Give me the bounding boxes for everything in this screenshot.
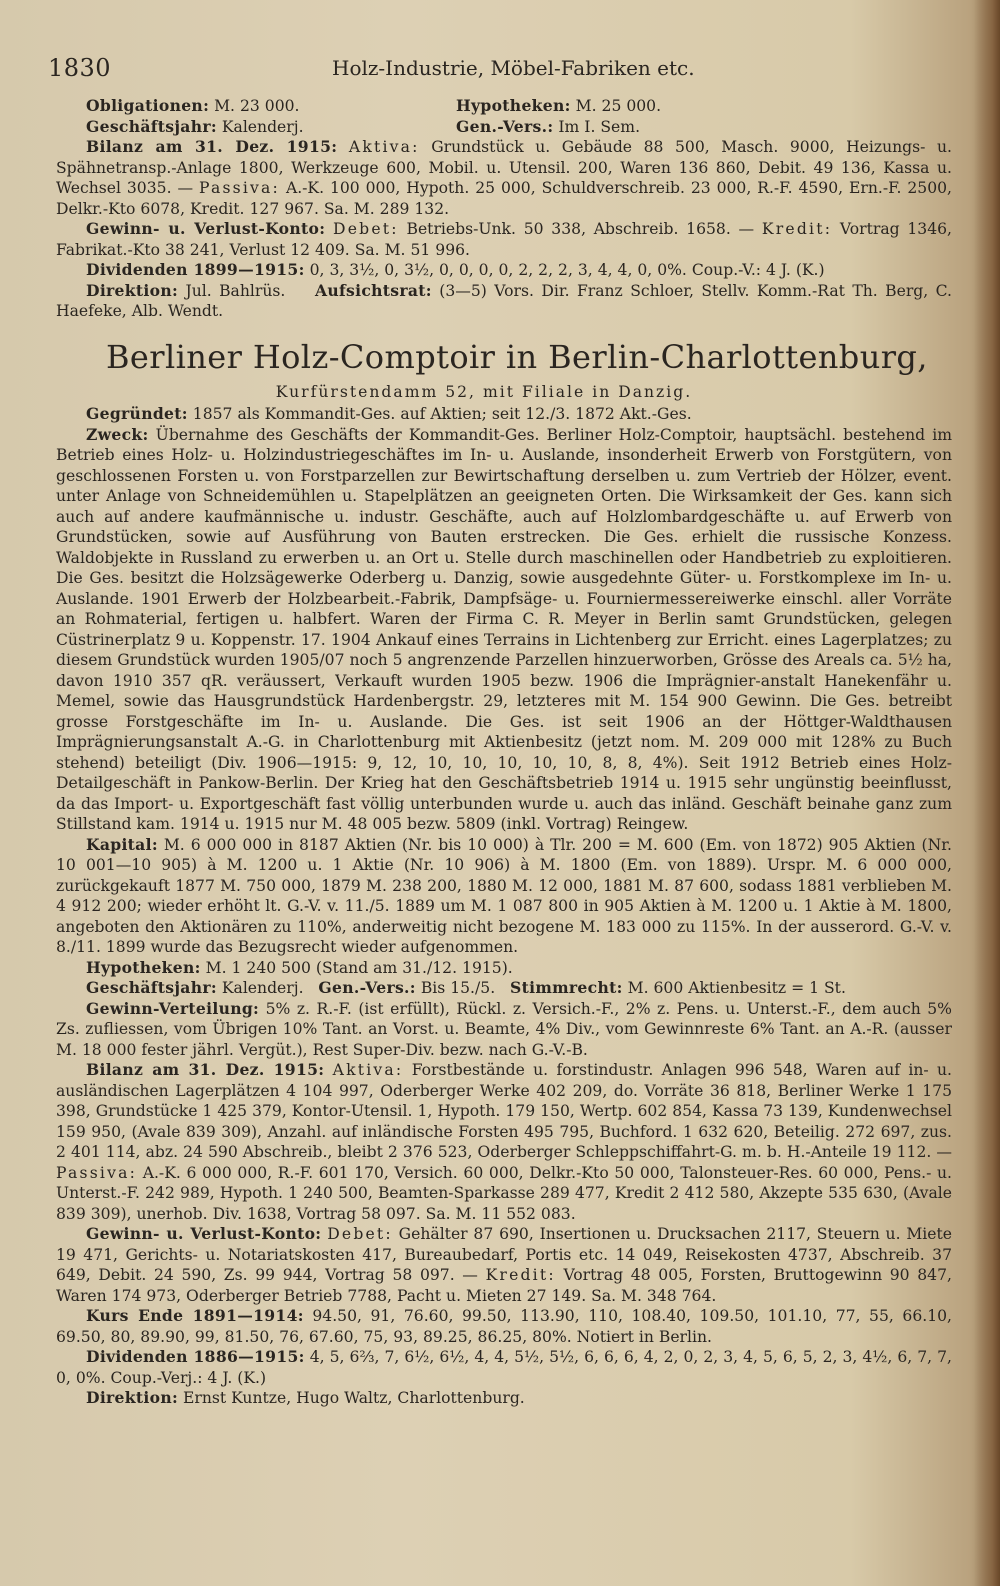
gegruendet-paragraph <box>56 404 952 425</box>
bilanz-passiva-text: A.-K. 6 000 000, R.-F. 601 170, Versich. 60 000, Delkr.-Kto 50 000, Talonsteuer-Res. 60 000, Pens.- u. Unterst.-F. 242 989, Hypoth. 1 240 500, Beamten-Sparkasse 289 477, Kredit 2 412 580, Akzepte 535 630, (Avale 839 309), unerhob. Div. 1638, Vortrag 58 097. Sa. M. 11 552 083. <box>56 1163 952 1223</box>
prev-hypotheken-value: M. 25 000. <box>575 97 662 115</box>
prev-debet-word: Debet: <box>333 220 399 238</box>
company-address: Kurfürstendamm 52, mit Filiale in Danzig. <box>275 382 693 401</box>
debet-word: Debet: <box>327 1225 393 1243</box>
direktion-label: Direktion: <box>86 1388 179 1407</box>
prev-direktion-value: Jul. Bahlrüs. <box>185 281 286 300</box>
geschaeftsjahr-value: Kalenderj. <box>221 979 304 997</box>
page-content <box>56 96 952 1409</box>
genvers-label: Gen.-Vers.: <box>318 978 416 997</box>
prev-bilanz-passiva-text: A.-K. 100 000, Hypoth. 25 000, Schuldverschreib. 23 000, R.-F. 4590, Ern.-F. 2500, Delkr.-Kto 6078, Kredit. 127 967. Sa. M. 289 132. <box>56 179 952 218</box>
dividenden-paragraph <box>56 1347 952 1388</box>
kurs-paragraph <box>56 1306 952 1347</box>
zweck-label: Zweck: <box>86 424 149 444</box>
zweck-text: Übernahme des Geschäfts der Kommandit-Ges. Berliner Holz-Comptoir, hauptsächl. bestehend im Betrieb eines Holz- u. Holzindustriegeschäftes im In- u. Auslande, insonderheit Erwerb von Forstgütern, von geschlossenen Forsten u. von Forstparzellen zur Bewirtschaftung derselben u. zum Vertrieb der Hölzer, event. unter Anlage von Schneidemühlen u. Stapelplätzen an geeigneten Orten. Die Wirksamkeit der Ges. kann sich auch auf andere kaufmännische u. industr. Geschäfte, auch auf Holzlombardgeschäfte u. auf Erwerb von Grundstücken, sowie auf Ausführung von Bauten erstrecken. Die Ges. erhielt die russische Konzess. Waldobjekte in Russland zu erwerben u. an Ort u. Stelle durch maschinellen oder Handbetrieb zu exploitieren. Die Ges. besitzt die Holzsägewerke Oderberg u. Danzig, sowie ausgedehnte Güter- u. Forstkomplexe im In- u. Auslande. 1901 Erwerb der Holzbearbeit.-Fabrik, Dampfsäge- u. Fourniermessereiwerke einschl. aller Vorräte an Rohmaterial, fertigen u. halbfert. Waren der Firma C. R. Meyer in Berlin samt Grundstücken, gelegen Cüstrinerplatz 9 u. Koppenstr. 17. 1904 Ankauf eines Terrains in Lichtenberg zur Erricht. eines Lagerplatzes; zu diesem Grundstück wurden 1905/07 noch 5 angrenzende Parzellen hinzuerworben, Grösse des Areals ca. 5½ ha, davon 1910 357 qR. veräussert, Verkauft wurden 1905 bezw. 1906 die Imprägnier-anstalt Hanekenfähr u. Memel, sowie das Hausgrundstück Hardenbergstr. 29, letzteres mit M. 154 900 Gewinn. Die Ges. betreibt grosse Forstgeschäfte im In- u. Auslande. Die Ges. ist seit 1906 an der Höttger-Waldthausen Imprägnierungsanstalt A.-G. in Charlottenburg mit Aktienbesitz (jetzt nom. M. 209 000 mit 128% zu Buch stehend) beteiligt (Div. 1906—1915: 9, 12, 10, 10, 10, 10, 10, 8, 8, 4%). Seit 1912 Betrieb eines Holz-Detailgeschäft in Pankow-Berlin. Der Krieg hat den Geschäftsbetrieb 1914 u. 1915 sehr ungünstig beeinflusst, da das Import- u. Exportgeschäft fast völlig unterbunden wurde u. auch das inländ. Geschäft beinahe ganz zum Stillstand kam. 1914 u. 1915 nur M. 48 005 bezw. 5809 (inkl. Vortrag) Reingew. <box>56 425 952 833</box>
prev-obligationen-value: M. 23 000. <box>214 97 300 115</box>
hypotheken-paragraph <box>56 958 952 979</box>
kapital-label: Kapital: <box>86 834 158 854</box>
prev-hypotheken-label: Hypotheken: <box>456 96 571 115</box>
prev-guv-debet-text: Betriebs-Unk. 50 338, Abschreib. 1658. — <box>406 220 755 238</box>
bilanz-paragraph <box>56 1060 952 1224</box>
gegruendet-label: Gegründet: <box>86 404 188 423</box>
running-title: Holz-Industrie, Möbel-Fabriken etc. <box>332 56 695 80</box>
gewinnverteilung-paragraph <box>56 999 952 1061</box>
prev-geschaeftsjahr-value: Kalenderj. <box>221 117 304 136</box>
prev-obligationen-label: Obligationen: <box>86 96 210 115</box>
geschaeftsjahr-paragraph <box>56 978 952 999</box>
guv-kredit-text: Vortrag 48 005, Forsten, Bruttogewinn 90 847, Waren 174 973, Oderberger Betrieb 7788, Pacht u. Mieten 27 149. Sa. M. 348 764. <box>56 1266 952 1305</box>
prev-genvers-value: Im I. Sem. <box>558 117 641 136</box>
prev-bilanz-aktiva-text: Grundstück u. Gebäude 88 500, Masch. 9000, Heizungs- u. Spähnetransp.-Anlage 1800, Werkzeuge 600, Mobil. u. Utensil. 200, Waren 136 860, Debit. 49 136, Kassa u. Wechsel 3035. — <box>56 138 953 197</box>
prev-aktiva-word: Aktiva: <box>348 138 420 156</box>
prev-aufsichtsrat-label: Aufsichtsrat: <box>315 280 432 300</box>
gegruendet-value: 1857 als Kommandit-Ges. auf Aktien; seit 12./3. 1872 Akt.-Ges. <box>192 405 692 423</box>
prev-geschaeftsjahr-row <box>56 117 952 138</box>
page-header <box>48 54 948 88</box>
passiva-word: Passiva: <box>56 1163 138 1182</box>
page-number: 1830 <box>48 54 112 82</box>
bilanz-label: Bilanz am 31. Dez. 1915: <box>86 1060 325 1079</box>
guv-debet-text: Gehälter 87 690, Insertionen u. Drucksachen 2117, Steuern u. Miete 19 471, Gerichts- u. Notariatskosten 417, Bureaubedarf, Portis etc. 14 049, Reisekosten 4737, Abschreib. 37 649, Debit. 24 590, Zs. 99 944, Vortrag 58 097. — <box>56 1225 953 1284</box>
stimmrecht-value: M. 600 Aktienbesitz = 1 St. <box>627 979 846 997</box>
guv-paragraph <box>56 1224 952 1306</box>
zweck-paragraph <box>56 425 952 835</box>
prev-kredit-word: Kredit: <box>761 220 833 238</box>
prev-aufsichtsrat-value: (3—5) Vors. Dir. Franz Schloer, Stellv. Komm.-Rat Th. Berg, C. Haefeke, Alb. Wendt. <box>56 281 952 320</box>
gewinnverteilung-label: Gewinn-Verteilung: <box>86 998 260 1018</box>
prev-direktion-paragraph <box>56 281 952 322</box>
prev-genvers-label: Gen.-Vers.: <box>456 116 554 136</box>
kurs-label: Kurs Ende 1891—1914: <box>86 1306 304 1325</box>
page-edge-shadow <box>974 0 1000 1586</box>
guv-label: Gewinn- u. Verlust-Konto: <box>86 1224 322 1243</box>
prev-obligationen-row <box>56 96 952 117</box>
kurs-value: 94.50, 91, 76.60, 99.50, 113.90, 110, 108.40, 109.50, 101.10, 77, 55, 66.10, 69.50, 80, 89.90, 99, 81.50, 76, 67.60, 75, 93, 89.25, 86.25, 80%. Notiert in Berlin. <box>56 1307 952 1346</box>
prev-dividenden-value: 0, 3, 3½, 0, 3½, 0, 0, 0, 0, 2, 2, 2, 3, 4, 4, 0, 0%. Coup.-V.: 4 J. (K.) <box>309 261 825 279</box>
gewinnverteilung-text: 5% z. R.-F. (ist erfüllt), Rückl. z. Versich.-F., 2% z. Pens. u. Unterst.-F., dem auch 5% Zs. zufliessen, vom Übrigen 10% Tant. an Vorst. u. Beamte, 4% Div., vom Gewinnreste 6% Tant. an A.-R. (ausser M. 18 000 fester jährl. Vergüt.), Rest Super-Div. bezw. nach G.-V.-B. <box>56 999 952 1059</box>
direktion-paragraph <box>56 1388 952 1409</box>
prev-bilanz-label: Bilanz am 31. Dez. 1915: <box>86 137 338 156</box>
aktiva-word: Aktiva: <box>332 1061 404 1079</box>
kredit-word: Kredit: <box>485 1266 556 1284</box>
stimmrecht-label: Stimmrecht: <box>510 978 623 997</box>
dividenden-label: Dividenden 1886—1915: <box>86 1347 305 1366</box>
company-heading: Berliner Holz-Comptoir in Berlin-Charlottenburg, <box>106 337 928 376</box>
prev-guv-kredit-text: Vortrag 1346, Fabrikat.-Kto 38 241, Verlust 12 409. Sa. M. 51 996. <box>56 220 952 259</box>
prev-geschaeftsjahr-label: Geschäftsjahr: <box>86 116 217 136</box>
direktion-value: Ernst Kuntze, Hugo Waltz, Charlottenburg. <box>182 1389 525 1407</box>
prev-dividenden-paragraph <box>56 260 952 281</box>
prev-guv-label: Gewinn- u. Verlust-Konto: <box>86 219 326 238</box>
prev-guv-paragraph <box>56 219 952 260</box>
hypotheken-value: M. 1 240 500 (Stand am 31./12. 1915). <box>205 958 513 977</box>
dividenden-value: 4, 5, 6⅔, 7, 6½, 6½, 4, 4, 5½, 5½, 6, 6, 6, 4, 2, 0, 2, 3, 4, 5, 6, 5, 2, 3, 4½, 6, 7, 7, 0, 0%. Coup.-Verj.: 4 J. (K.) <box>56 1348 952 1387</box>
bilanz-aktiva-text: Forstbestände u. forstindustr. Anlagen 996 548, Waren auf in- u. ausländischen Lagerplätzen 4 104 997, Oderberger Werke 402 209, do. Vorräte 36 818, Berliner Werke 1 175 398, Grundstücke 1 425 379, Kontor-Utensil. 1, Hypoth. 179 150, Wertp. 602 854, Kassa 73 139, Kundenwechsel 159 950, (Avale 839 309), Anzahl. auf inländische Forsten 495 795, Buchford. 1 632 620, Beteilig. 272 697, zus. 2 401 114, abz. 24 590 Abschreib., bleibt 2 376 523, Oderberger Schleppschiffahrt-G. m. b. H.-Anteile 19 112. — <box>56 1061 953 1161</box>
kapital-text: M. 6 000 000 in 8187 Aktien (Nr. bis 10 000) à Tlr. 200 = M. 600 (Em. von 1872) 905 Aktien (Nr. 10 001—10 905) à M. 1200 u. 1 Aktie (Nr. 10 906) à M. 1800 (Em. von 1889). Urspr. M. 6 000 000, zurückgekauft 1877 M. 750 000, 1879 M. 238 200, 1880 M. 12 000, 1881 M. 87 600, sodass 1881 verblieben M. 4 912 200; wieder erhöht lt. G.-V. v. 11./5. 1889 um M. 1 087 800 in 905 Aktien à M. 1200 u. 1 Aktie à M. 1800, angeboten den Aktionären zu 110%, anderweitig nicht bezogene M. 183 000 zu 115%. In der ausserord. G.-V. v. 8./11. 1899 wurde das Bezugsrecht wieder aufgenommen. <box>56 835 952 956</box>
prev-direktion-label: Direktion: <box>86 280 179 300</box>
genvers-value: Bis 15./5. <box>420 979 496 997</box>
hypotheken-label: Hypotheken: <box>86 957 201 977</box>
prev-dividenden-label: Dividenden 1899—1915: <box>86 260 305 279</box>
prev-bilanz-paragraph <box>56 137 952 219</box>
geschaeftsjahr-label: Geschäftsjahr: <box>86 978 217 997</box>
prev-passiva-word: Passiva: <box>198 179 281 197</box>
kapital-paragraph <box>56 835 952 958</box>
